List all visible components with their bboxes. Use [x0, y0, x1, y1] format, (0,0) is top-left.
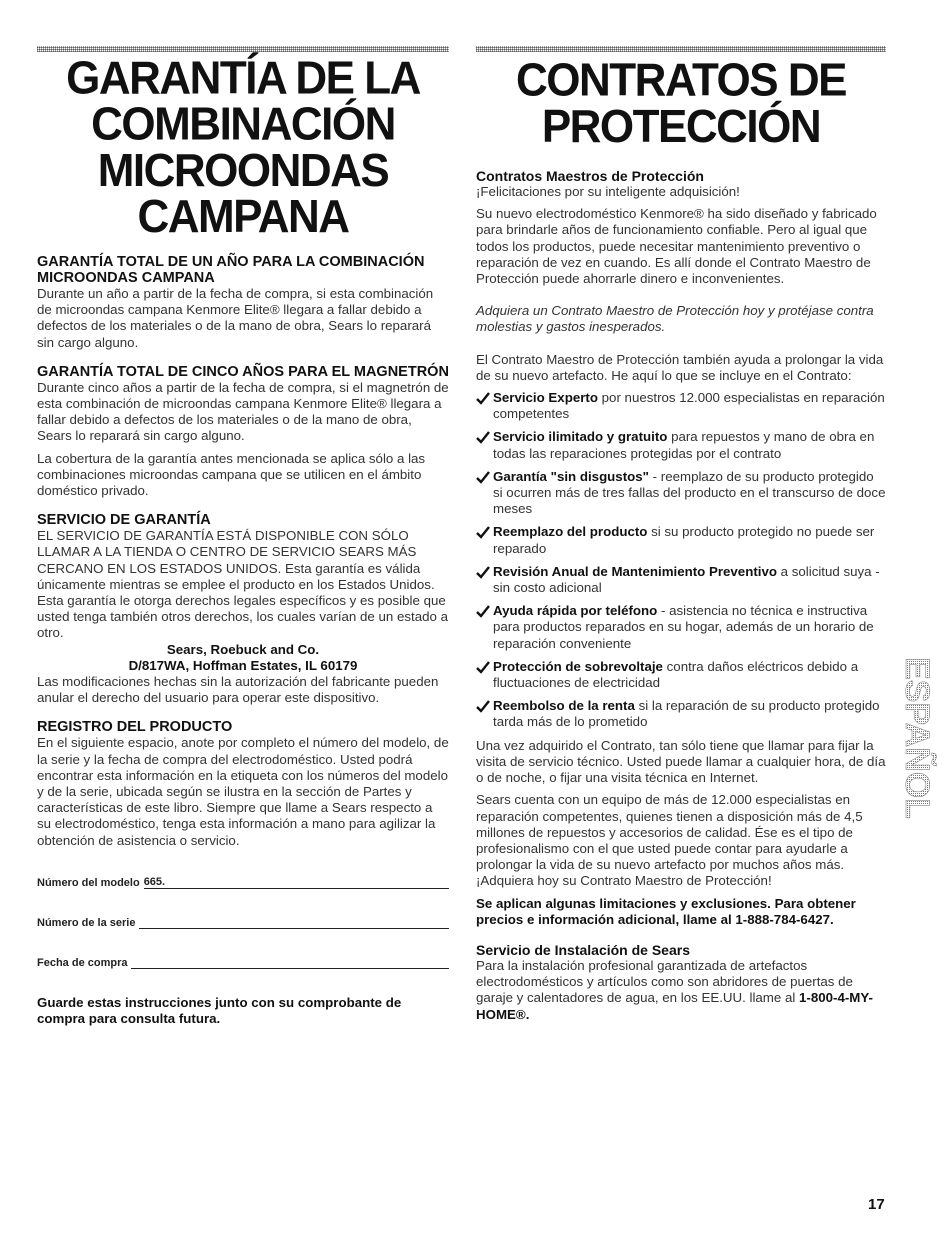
- one-year-warranty-section: [37, 254, 449, 351]
- checkmark-icon: [476, 699, 490, 713]
- limitations-note: Se aplican algunas limitaciones y exclusiones. Para obtener precios e información adicional, llame al 1-888-784-6427.: [476, 895, 856, 927]
- checkmark-icon: [476, 525, 490, 539]
- master-contracts-section: [476, 168, 886, 928]
- install-phone: 1-800-4-MY-HOME®.: [476, 990, 873, 1022]
- list-item: Reemplazo del producto si su producto protegido no puede ser reparado: [476, 524, 886, 556]
- section-heading: REGISTRO DEL PRODUCTO: [37, 719, 233, 736]
- section-body: Durante un año a partir de la fecha de compra, si esta combinación de microondas campana Kenmore Elite® llegara a fallar debido a defectos de los materiales o de la mano de obra, Sears lo reparará sin cargo alguno.: [37, 286, 434, 350]
- five-year-warranty-section: [37, 364, 449, 499]
- serial-number-line[interactable]: [139, 916, 449, 929]
- address-line-1: Sears, Roebuck and Co.: [166, 641, 320, 657]
- list-item: Protección de sobrevoltaje contra daños eléctricos debido a fluctuaciones de electricidad: [476, 659, 886, 691]
- model-number-value[interactable]: 665.: [144, 876, 449, 889]
- section-heading: GARANTÍA TOTAL DE CINCO AÑOS PARA EL MAGNETRÓN: [37, 363, 449, 380]
- list-item: Reembolso de la renta si la reparación de su producto protegido tarda más de lo prometido: [476, 698, 886, 730]
- product-registration-section: [37, 719, 449, 1027]
- checkmark-icon: [476, 430, 490, 444]
- section-body-2: La cobertura de la garantía antes mencionada se aplica sólo a las combinaciones microondas campana que se utilicen en el ámbito doméstico privado.: [37, 450, 426, 499]
- purchase-date-line[interactable]: [131, 956, 449, 969]
- purchase-date-label: Fecha de compra: [37, 956, 128, 969]
- left-column: [37, 46, 449, 1040]
- purchase-date-field[interactable]: [37, 951, 449, 969]
- italic-callout: Adquiera un Contrato Maestro de Protección hoy y protéjase contra molestias y gastos inesperados.: [476, 303, 874, 335]
- checkmark-icon: [476, 604, 490, 618]
- section-body-2: Las modificaciones hechas sin la autorización del fabricante pueden anular el derecho del usuario para operar este dispositivo.: [37, 674, 439, 706]
- serial-number-label: Número de la serie: [37, 916, 136, 929]
- after-purchase-text: Una vez adquirido el Contrato, tan sólo tiene que llamar para fijar la visita de servicio técnico. Usted puede llamar a cualquier hora, de día o de noche, o fijar una visita técnica en Internet.: [476, 737, 886, 786]
- contract-intro: El Contrato Maestro de Protección también ayuda a prolongar la vida de su nuevo artefacto. He aquí lo que se incluye en el Contrato:: [476, 351, 884, 383]
- section-heading: SERVICIO DE GARANTÍA: [37, 512, 211, 529]
- list-item: Servicio Experto por nuestros 12.000 especialistas en reparación competentes: [476, 390, 886, 422]
- side-language-graphic: [898, 643, 936, 833]
- specialists-text: Sears cuenta con un equipo de más de 12.000 especialistas en reparación competentes, quienes tienen a disposición más de 4,5 millones de repuestos y accesorios de calidad. Ése es el tipo de profesionalismo con el que usted puede contar para ayudarle a prolongar la vida de su nuevo artefacto por muchos años más. ¡Adquiera hoy su Contrato Maestro de Protección!: [476, 792, 863, 889]
- header-rule: [476, 46, 886, 52]
- installation-section: [476, 942, 886, 1023]
- checkmark-icon: [476, 391, 490, 405]
- congrats-text: ¡Felicitaciones por su inteligente adquisición!: [476, 184, 740, 199]
- checkmark-icon: [476, 660, 490, 674]
- section-heading: GARANTÍA TOTAL DE UN AÑO PARA LA COMBINACIÓN MICROONDAS CAMPANA: [37, 254, 425, 286]
- section-body: Su nuevo electrodoméstico Kenmore® ha sido diseñado y fabricado para brindarle años de funcionamiento confiable. Pero al igual que todos los productos, puede necesitar mantenimiento preventivo o reparación de vez en cuando. Es allí donde el Contrato Maestro de Protección puede ahorrarle dinero e inconvenientes.: [476, 206, 877, 287]
- section-heading: Contratos Maestros de Protección: [476, 168, 704, 184]
- model-number-field[interactable]: [37, 871, 449, 889]
- svg-text:ESPAÑOL: ESPAÑOL: [898, 657, 936, 819]
- checkmark-icon: [476, 470, 490, 484]
- checkmark-icon: [476, 565, 490, 579]
- side-language-label: [898, 643, 936, 833]
- section-body: Durante cinco años a partir de la fecha de compra, si el magnetrón de esta combinación de microondas campana Kenmore Elite® llegara a fallar debido a defectos de los materiales o de la mano de obra, Sears lo reparará sin cargo alguno.: [37, 379, 449, 444]
- list-item: Ayuda rápida por teléfono - asistencia no técnica e instructiva para productos reparados en su hogar, además de un horario de reparación conveniente: [476, 603, 886, 652]
- header-rule: [37, 46, 449, 52]
- list-item: Revisión Anual de Mantenimiento Preventivo a solicitud suya - sin costo adicional: [476, 564, 886, 596]
- right-column: [476, 46, 886, 1023]
- section-heading: Servicio de Instalación de Sears: [476, 941, 690, 958]
- model-number-label: Número del modelo: [37, 876, 140, 889]
- warranty-service-section: [37, 512, 449, 706]
- section-body: Para la instalación profesional garantizada de artefactos electrodomésticos y artículos como son abridores de puertas de garaje y calentadores de agua, en los EE.UU. llame al 1-800-4-MY-HOME®.: [476, 957, 873, 1022]
- list-item: Garantía "sin disgustos" - reemplazo de su producto protegido si ocurren más de tres fallas del producto en el transcurso de doce meses: [476, 469, 886, 518]
- page-number: 17: [868, 1196, 885, 1213]
- keep-instructions-note: Guarde estas instrucciones junto con su comprobante de compra para consulta futura.: [37, 994, 402, 1027]
- contracts-title: CONTRATOS DE PROTECCIÓN: [516, 54, 846, 153]
- section-body: EL SERVICIO DE GARANTÍA ESTÁ DISPONIBLE CON SÓLO LLAMAR A LA TIENDA O CENTRO DE SERVICIO SEARS MÁS CERCANO EN LOS ESTADOS UNIDOS. Esta garantía es válida únicamente mientras se emplee el producto en los Estados Unidos. Esta garantía le otorga derechos legales específicos y es posible que usted tenga también otros derechos, los cuales varían de un estado a otro.: [37, 528, 448, 641]
- benefits-list: [476, 390, 886, 731]
- address-line-2: D/817WA, Hoffman Estates, IL 60179: [128, 657, 358, 673]
- list-item: Servicio ilimitado y gratuito para repuestos y mano de obra en todas las reparaciones protegidas por el contrato: [476, 429, 886, 461]
- serial-number-field[interactable]: [37, 911, 449, 929]
- warranty-title: GARANTÍA DE LA COMBINACIÓN MICROONDAS CAMPANA: [66, 52, 420, 243]
- section-body: En el siguiente espacio, anote por completo el número del modelo, de la serie y la fecha de compra del electrodoméstico. Usted podrá encontrar esta información en la etiqueta con los números del modelo y de la serie, ubicada según se ilustra en la sección de Partes y características de este libro. Siempre que llame a Sears respecto a su electrodoméstico, tenga esta información a mano para agilizar la obtención de asistencia o servicio.: [37, 735, 449, 848]
